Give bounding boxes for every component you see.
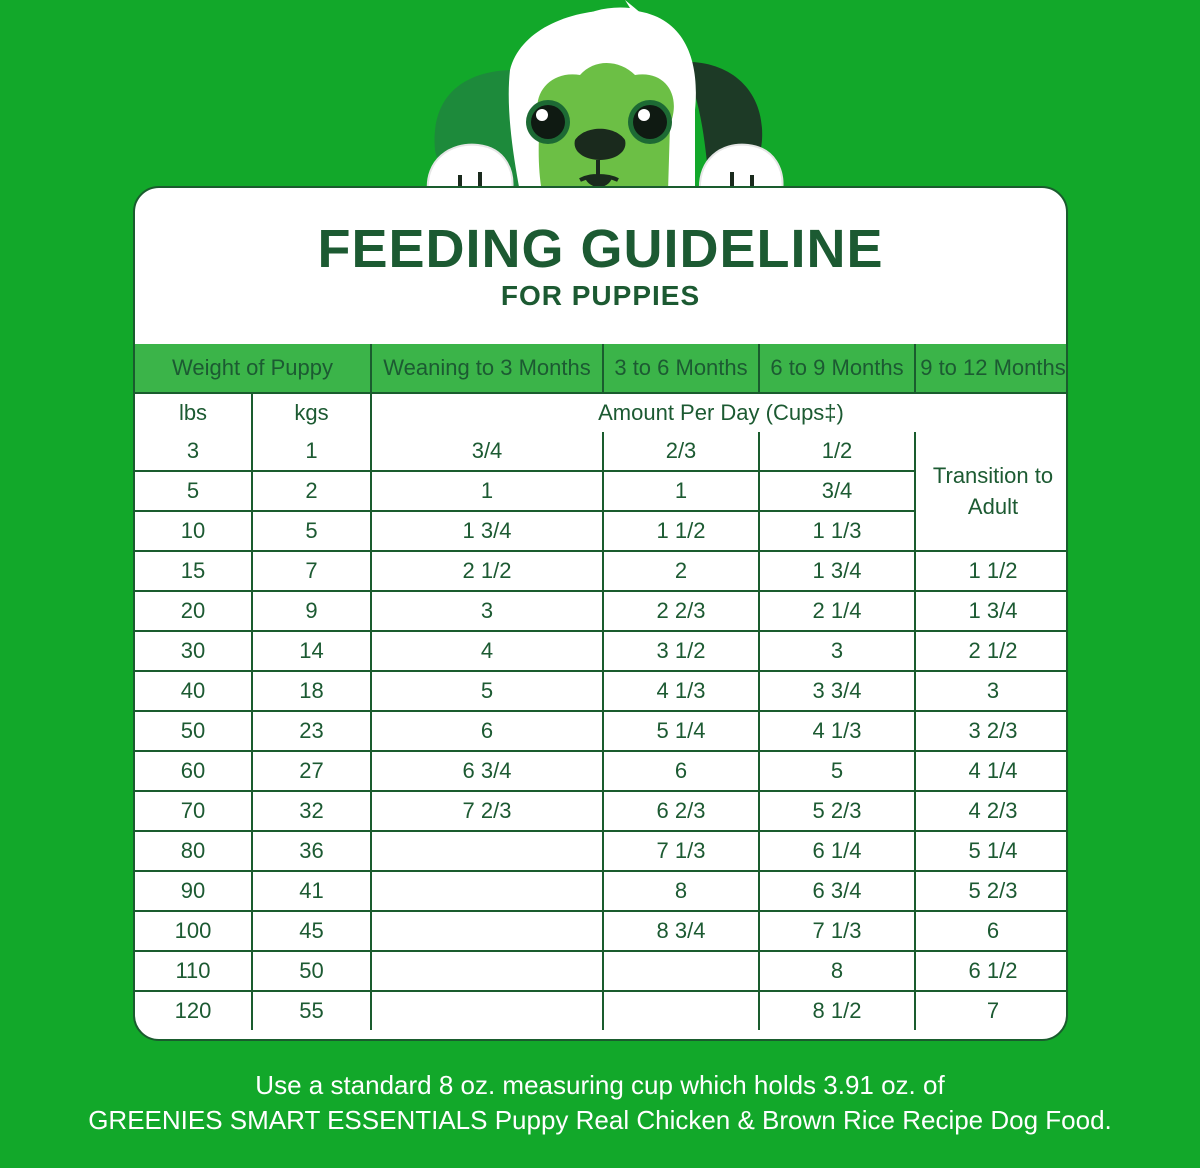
table-cell-c2: 3 1/2 xyxy=(603,631,759,671)
table-cell-c3: 2 1/4 xyxy=(759,591,915,631)
table-cell-c3: 1 1/3 xyxy=(759,511,915,551)
table-cell-c3: 3/4 xyxy=(759,471,915,511)
table-cell-c1: 6 xyxy=(371,711,603,751)
table-cell-c4: 6 1/2 xyxy=(915,951,1068,991)
table-cell-kgs: 5 xyxy=(252,511,371,551)
table-cell-kgs: 41 xyxy=(252,871,371,911)
table-cell-c1: 2 1/2 xyxy=(371,551,603,591)
footer-note xyxy=(0,1068,1200,1138)
table-cell-c4: 7 xyxy=(915,991,1068,1030)
header-lbs: lbs xyxy=(135,393,252,432)
table-cell-lbs: 50 xyxy=(135,711,252,751)
header-amount-per-day: Amount Per Day (Cups‡) xyxy=(371,393,1068,432)
table-cell-kgs: 7 xyxy=(252,551,371,591)
table-cell-kgs: 32 xyxy=(252,791,371,831)
table-cell-c4: 3 xyxy=(915,671,1068,711)
table-cell-c2: 8 3/4 xyxy=(603,911,759,951)
table-cell-c1 xyxy=(371,951,603,991)
table-cell-c3: 3 3/4 xyxy=(759,671,915,711)
table-cell-lbs: 3 xyxy=(135,432,252,471)
feeding-table xyxy=(135,344,1068,1030)
table-row xyxy=(135,751,1068,791)
table-cell-c1: 5 xyxy=(371,671,603,711)
table-cell-c1: 6 3/4 xyxy=(371,751,603,791)
table-units-row xyxy=(135,393,1068,432)
table-cell-c4: 4 2/3 xyxy=(915,791,1068,831)
table-cell-c4: 1 3/4 xyxy=(915,591,1068,631)
table-cell-kgs: 9 xyxy=(252,591,371,631)
table-cell-lbs: 60 xyxy=(135,751,252,791)
table-cell-kgs: 1 xyxy=(252,432,371,471)
table-row xyxy=(135,551,1068,591)
table-cell-c2: 2/3 xyxy=(603,432,759,471)
table-row xyxy=(135,791,1068,831)
table-cell-lbs: 120 xyxy=(135,991,252,1030)
page-subtitle: FOR PUPPIES xyxy=(500,280,701,311)
table-row xyxy=(135,831,1068,871)
table-cell-c1: 1 xyxy=(371,471,603,511)
table-cell-c2: 4 1/3 xyxy=(603,671,759,711)
table-cell-c1: 4 xyxy=(371,631,603,671)
page-title: FEEDING GUIDELINE xyxy=(317,219,884,279)
table-cell-c1: 7 2/3 xyxy=(371,791,603,831)
puppy-mascot-icon xyxy=(420,0,790,192)
table-cell-c3: 1 3/4 xyxy=(759,551,915,591)
table-cell-lbs: 30 xyxy=(135,631,252,671)
transition-to-adult-cell: Transition to Adult xyxy=(915,432,1068,551)
table-cell-kgs: 23 xyxy=(252,711,371,751)
table-cell-c3: 1/2 xyxy=(759,432,915,471)
table-cell-c2: 2 2/3 xyxy=(603,591,759,631)
table-cell-c4: 3 2/3 xyxy=(915,711,1068,751)
header-3-to-6-months: 3 to 6 Months xyxy=(603,344,759,393)
table-cell-lbs: 15 xyxy=(135,551,252,591)
table-row xyxy=(135,991,1068,1030)
table-cell-lbs: 20 xyxy=(135,591,252,631)
table-header-row xyxy=(135,344,1068,393)
footer-line-1: Use a standard 8 oz. measuring cup which holds 3.91 oz. of xyxy=(255,1070,945,1100)
table-row xyxy=(135,671,1068,711)
table-cell-c1 xyxy=(371,871,603,911)
table-cell-c3: 7 1/3 xyxy=(759,911,915,951)
table-cell-kgs: 45 xyxy=(252,911,371,951)
table-cell-c3: 8 xyxy=(759,951,915,991)
table-cell-kgs: 18 xyxy=(252,671,371,711)
table-cell-c1: 3 xyxy=(371,591,603,631)
table-cell-c4: 5 1/4 xyxy=(915,831,1068,871)
table-cell-lbs: 80 xyxy=(135,831,252,871)
table-row xyxy=(135,432,1068,471)
header-6-to-9-months: 6 to 9 Months xyxy=(759,344,915,393)
table-cell-c4: 6 xyxy=(915,911,1068,951)
table-cell-c2: 7 1/3 xyxy=(603,831,759,871)
table-row xyxy=(135,591,1068,631)
table-cell-c4: 2 1/2 xyxy=(915,631,1068,671)
table-cell-kgs: 50 xyxy=(252,951,371,991)
table-cell-c1 xyxy=(371,991,603,1030)
table-cell-kgs: 27 xyxy=(252,751,371,791)
table-row xyxy=(135,711,1068,751)
table-cell-c1: 3/4 xyxy=(371,432,603,471)
header-weight: Weight of Puppy xyxy=(135,344,371,393)
table-cell-c4: 1 1/2 xyxy=(915,551,1068,591)
table-cell-c2: 1 xyxy=(603,471,759,511)
table-cell-c4: 5 2/3 xyxy=(915,871,1068,911)
table-row xyxy=(135,631,1068,671)
table-cell-c1: 1 3/4 xyxy=(371,511,603,551)
table-cell-c1 xyxy=(371,911,603,951)
table-cell-lbs: 10 xyxy=(135,511,252,551)
table-cell-c3: 3 xyxy=(759,631,915,671)
table-cell-kgs: 14 xyxy=(252,631,371,671)
table-cell-c2 xyxy=(603,951,759,991)
feeding-guideline-card xyxy=(133,186,1068,1041)
footer-line-2: GREENIES SMART ESSENTIALS Puppy Real Chicken & Brown Rice Recipe Dog Food. xyxy=(88,1105,1112,1135)
table-cell-lbs: 40 xyxy=(135,671,252,711)
table-cell-lbs: 100 xyxy=(135,911,252,951)
table-cell-c2: 6 xyxy=(603,751,759,791)
table-cell-lbs: 90 xyxy=(135,871,252,911)
table-cell-c2: 8 xyxy=(603,871,759,911)
header-9-to-12-months: 9 to 12 Months xyxy=(915,344,1068,393)
table-cell-c2: 5 1/4 xyxy=(603,711,759,751)
table-row xyxy=(135,871,1068,911)
table-row xyxy=(135,951,1068,991)
table-cell-lbs: 5 xyxy=(135,471,252,511)
table-cell-c4: 4 1/4 xyxy=(915,751,1068,791)
header-weaning-to-3-months: Weaning to 3 Months xyxy=(371,344,603,393)
table-cell-kgs: 55 xyxy=(252,991,371,1030)
table-cell-c2: 6 2/3 xyxy=(603,791,759,831)
header-kgs: kgs xyxy=(252,393,371,432)
table-cell-c3: 8 1/2 xyxy=(759,991,915,1030)
table-cell-c3: 4 1/3 xyxy=(759,711,915,751)
table-cell-c2 xyxy=(603,991,759,1030)
table-cell-c2: 2 xyxy=(603,551,759,591)
table-cell-kgs: 2 xyxy=(252,471,371,511)
table-cell-lbs: 70 xyxy=(135,791,252,831)
table-row xyxy=(135,911,1068,951)
table-cell-c1 xyxy=(371,831,603,871)
table-cell-c3: 5 xyxy=(759,751,915,791)
table-cell-kgs: 36 xyxy=(252,831,371,871)
table-cell-c3: 6 3/4 xyxy=(759,871,915,911)
table-cell-c3: 5 2/3 xyxy=(759,791,915,831)
table-cell-c2: 1 1/2 xyxy=(603,511,759,551)
table-cell-lbs: 110 xyxy=(135,951,252,991)
table-cell-c3: 6 1/4 xyxy=(759,831,915,871)
